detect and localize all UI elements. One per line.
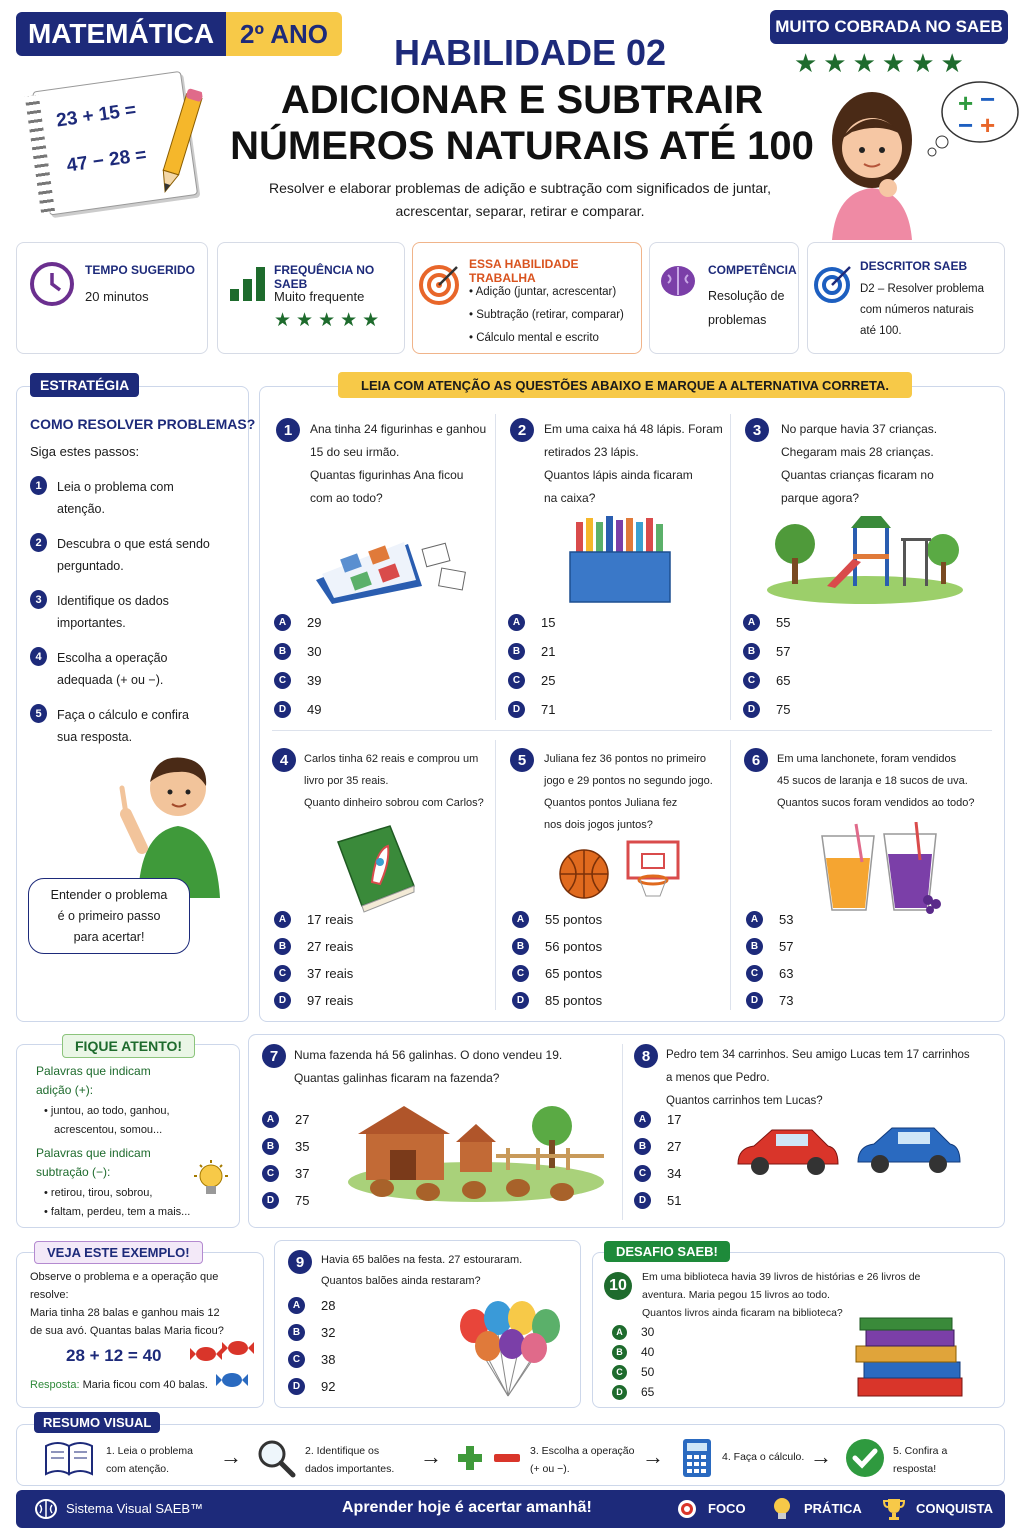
footer-brand: Sistema Visual SAEB™	[66, 1501, 204, 1516]
saeb-badge-label: MUITO COBRADA NO SAEB	[775, 17, 1003, 36]
option-c[interactable]: C 37 reais	[274, 960, 353, 987]
example-equation: 28 + 12 = 40	[66, 1346, 162, 1365]
footer-achievement: CONQUISTA	[916, 1501, 994, 1516]
brain-icon	[658, 261, 698, 301]
girl-thinking-illustration	[812, 70, 1022, 240]
option-d[interactable]: D 49	[274, 695, 321, 724]
option-d[interactable]: D 85 pontos	[512, 987, 602, 1014]
option-c[interactable]: C 63	[746, 960, 793, 987]
toy-cars-illustration	[734, 1118, 964, 1184]
question-options	[743, 608, 790, 724]
metric-frequency	[217, 242, 405, 354]
question-text: Carlos tinha 62 reais e comprou um livro por 35 reais. Quanto dinheiro sobrou com Carlos?	[304, 753, 484, 809]
question-10	[604, 1268, 1000, 1404]
strategy-step: 2 Descubra o que está sendo perguntado.	[30, 533, 245, 590]
option-c[interactable]: C 39	[274, 666, 321, 695]
strategy-step: 4 Escolha a operação adequada (+ ou −).	[30, 647, 245, 704]
question-text: Em uma biblioteca havia 39 livros de histórias e 26 livros de aventura. Maria pegou 15 livros ao todo. Quantos livros ainda ficaram na biblioteca?	[642, 1271, 921, 1319]
subject-label: MATEMÁTICA	[27, 18, 215, 49]
footer-practice: PRÁTICA	[804, 1501, 862, 1516]
subtitle-line-2: acrescentar, separar, retirar e comparar.	[395, 203, 645, 219]
metric-works-list	[469, 281, 624, 350]
badge-stars: ★★★★★★	[794, 48, 970, 78]
metric-competence-value-1: Resolução de	[708, 289, 785, 303]
metric-time-value: 20 minutos	[85, 289, 149, 304]
option-b[interactable]: B 30	[274, 637, 321, 666]
option-d[interactable]: D 75	[262, 1187, 309, 1214]
bubble-line: Entender o problema	[50, 888, 168, 902]
bullseye-icon	[814, 263, 854, 303]
option-c[interactable]: C 50	[612, 1362, 654, 1382]
clock-icon	[29, 261, 75, 307]
metric-frequency-stars: ★★★★★	[274, 310, 385, 331]
option-d[interactable]: D 73	[746, 987, 793, 1014]
juice-glasses-illustration	[816, 822, 946, 914]
footer-bar	[16, 1490, 1005, 1528]
sticker-album-illustration	[312, 516, 472, 606]
option-d[interactable]: D 75	[743, 695, 790, 724]
example-content	[30, 1268, 258, 1340]
strategy-step: 1 Leia o problema com atenção.	[30, 476, 245, 533]
metric-time-title: TEMPO SUGERIDO	[85, 263, 196, 277]
option-c[interactable]: C 38	[288, 1346, 335, 1373]
boy-pointing-illustration	[108, 748, 238, 898]
question-number: 7	[262, 1044, 286, 1068]
summary-step-1: 1. Leia o problema com atenção.	[106, 1445, 193, 1475]
option-a[interactable]: A 29	[274, 608, 321, 637]
metric-works-item: • Subtração (retirar, comparar)	[469, 309, 624, 321]
question-7	[262, 1044, 612, 1220]
option-b[interactable]: B 27 reais	[274, 933, 353, 960]
question-text: No parque havia 37 crianças. Chegaram mais 28 crianças. Quantas crianças ficaram no parque agora?	[781, 422, 938, 505]
question-1	[276, 418, 486, 718]
metric-works-item: • Cálculo mental e escrito	[469, 332, 599, 344]
option-a[interactable]: A 55 pontos	[512, 906, 602, 933]
option-a[interactable]: A 15	[508, 608, 555, 637]
option-d[interactable]: D 97 reais	[274, 987, 353, 1014]
metric-descriptor	[807, 242, 1005, 354]
option-c[interactable]: C 25	[508, 666, 555, 695]
example-line: Maria tinha 28 balas e ganhou mais 12	[30, 1307, 220, 1319]
plus-minus-icon	[456, 1444, 522, 1472]
question-number: 3	[745, 418, 769, 442]
balloons-illustration	[454, 1296, 562, 1400]
farm-illustration	[346, 1096, 606, 1206]
playground-illustration	[765, 514, 965, 604]
grade-label: 2º ANO	[240, 18, 328, 49]
svg-text:+: +	[958, 88, 974, 118]
target-footer-icon	[676, 1498, 698, 1520]
summary-step-4: 4. Faça o cálculo.	[722, 1451, 805, 1463]
question-number: 6	[744, 748, 768, 772]
question-options	[612, 1322, 654, 1402]
strategy-step: 3 Identifique os dados importantes.	[30, 590, 245, 647]
summary-step-2: 2. Identifique os dados importantes.	[305, 1445, 395, 1475]
metric-descriptor-value-3: até 100.	[860, 325, 902, 337]
option-b[interactable]: B 57	[743, 637, 790, 666]
option-b[interactable]: B 21	[508, 637, 555, 666]
skill-label: HABILIDADE 02	[393, 32, 667, 73]
example-tag: VEJA ESTE EXEMPLO!	[34, 1241, 203, 1264]
question-number: 8	[634, 1044, 658, 1068]
question-number: 2	[510, 418, 534, 442]
question-options	[262, 1106, 309, 1214]
question-number: 9	[288, 1250, 312, 1274]
open-book-icon	[44, 1440, 94, 1476]
example-answer-label: Resposta:	[30, 1379, 80, 1391]
question-text: Juliana fez 36 pontos no primeiro jogo e 29 pontos no segundo jogo. Quantos pontos Juliana fez nos dois jogos juntos?	[544, 753, 713, 831]
svg-text:−: −	[958, 110, 974, 140]
question-options	[512, 906, 602, 1014]
bubble-line: é o primeiro passo	[57, 909, 161, 923]
footer-motto: Aprender hoje é acertar amanhã!	[342, 1499, 592, 1516]
question-text: Numa fazenda há 56 galinhas. O dono vendeu 19. Quantas galinhas ficaram na fazenda?	[294, 1048, 563, 1085]
attention-sub-words: • retirou, tirou, sobrou, • faltam, perdeu, tem a mais...	[44, 1187, 191, 1218]
notebook-eq-2: 47 − 28 =	[65, 144, 148, 177]
calculator-icon	[682, 1438, 712, 1478]
option-a[interactable]: A 27	[262, 1106, 309, 1133]
basketball-illustration	[556, 840, 696, 902]
question-number: 10	[604, 1272, 632, 1300]
summary-tag: RESUMO VISUAL	[34, 1412, 160, 1433]
question-text: Havia 65 balões na festa. 27 estouraram. Quantos balões ainda restaram?	[321, 1254, 523, 1287]
strategy-step: 5 Faça o cálculo e confira sua resposta.	[30, 704, 245, 761]
arrow-right-icon: →	[220, 1444, 242, 1469]
lightbulb-footer-icon	[772, 1496, 792, 1522]
option-a[interactable]: A 17	[634, 1106, 681, 1133]
metric-descriptor-value-1: D2 – Resolver problema	[860, 283, 985, 295]
question-options	[508, 608, 555, 724]
metric-frequency-title: FREQUÊNCIA NO SAEB	[274, 263, 375, 291]
lightbulb-icon	[194, 1160, 228, 1202]
example-line: de sua avó. Quantas balas Maria ficou?	[30, 1325, 224, 1337]
page-title-line-1: ADICIONAR E SUBTRAIR	[280, 78, 764, 122]
target-icon	[419, 263, 461, 305]
summary-step-5: 5. Confira a resposta!	[893, 1445, 948, 1475]
question-3	[745, 418, 995, 718]
svg-text:+: +	[980, 110, 996, 140]
bar-chart-icon	[228, 263, 268, 303]
option-a[interactable]: A 17 reais	[274, 906, 353, 933]
arrow-right-icon: →	[420, 1444, 442, 1469]
question-number: 5	[510, 748, 534, 772]
option-a[interactable]: A 30	[612, 1322, 654, 1342]
option-c[interactable]: C 65	[743, 666, 790, 695]
notebook-eq-1: 23 + 15 =	[55, 99, 138, 132]
option-b[interactable]: B 56 pontos	[512, 933, 602, 960]
question-number: 1	[276, 418, 300, 442]
question-options	[274, 906, 353, 1014]
question-8	[634, 1044, 1000, 1220]
page-title-line-2: NÚMEROS NATURAIS ATÉ 100	[230, 124, 814, 168]
option-b[interactable]: B 27	[634, 1133, 681, 1160]
trophy-icon	[882, 1497, 906, 1521]
question-text: Em uma caixa há 48 lápis. Foram retirados 23 lápis. Quantos lápis ainda ficaram na caixa?	[544, 422, 723, 505]
question-text: Pedro tem 34 carrinhos. Seu amigo Lucas tem 17 carrinhos a menos que Pedro. Quantos carrinhos tem Lucas?	[666, 1049, 970, 1107]
magnifier-icon	[256, 1438, 296, 1478]
subtitle-line-1: Resolver e elaborar problemas de adição e subtração com significados de juntar,	[269, 180, 771, 196]
example-line: Observe o problema e a operação que resolve:	[30, 1271, 219, 1301]
strategy-tag: ESTRATÉGIA	[30, 373, 139, 397]
summary-step-3: 3. Escolha a operação (+ ou −).	[530, 1445, 635, 1475]
instruction-banner	[338, 372, 912, 398]
option-d[interactable]: D 92	[288, 1373, 335, 1400]
question-6	[744, 748, 1000, 1013]
strategy-steps	[30, 476, 245, 761]
option-b[interactable]: B 32	[288, 1319, 335, 1346]
strategy-speech-bubble	[28, 878, 190, 954]
option-d[interactable]: D 65	[612, 1382, 654, 1402]
question-number: 4	[272, 748, 296, 772]
footer-focus: FOCO	[708, 1501, 746, 1516]
metric-works	[412, 242, 642, 354]
metric-competence	[649, 242, 799, 354]
example-answer-text: Maria ficou com 40 balas.	[82, 1379, 208, 1391]
brain-logo-icon	[34, 1498, 58, 1520]
arrow-right-icon: →	[810, 1444, 832, 1469]
question-9	[288, 1250, 578, 1406]
metric-time	[16, 242, 208, 354]
option-b[interactable]: B 40	[612, 1342, 654, 1362]
attention-add-words: • juntou, ao todo, ganhou, acrescentou, somou...	[44, 1105, 170, 1136]
question-text: Ana tinha 24 figurinhas e ganhou 15 do seu irmão. Quantas figurinhas Ana ficou com ao todo?	[310, 422, 487, 505]
attention-sub-title: Palavras que indicam subtração (−):	[36, 1146, 151, 1179]
question-text: Em uma lanchonete, foram vendidos 45 sucos de laranja e 18 sucos de uva. Quantos sucos foram vendidos ao todo?	[777, 753, 975, 809]
question-options	[288, 1292, 335, 1400]
stacked-books-illustration	[850, 1316, 970, 1398]
metric-frequency-value: Muito frequente	[274, 289, 365, 304]
metric-works-title: ESSA HABILIDADE TRABALHA	[469, 257, 579, 285]
arrow-right-icon: →	[642, 1444, 664, 1469]
strategy-heading: COMO RESOLVER PROBLEMAS?	[30, 416, 256, 432]
option-d[interactable]: D 71	[508, 695, 555, 724]
metric-descriptor-title: DESCRITOR SAEB	[860, 259, 968, 273]
option-c[interactable]: C 37	[262, 1160, 309, 1187]
question-5	[510, 748, 726, 1013]
challenge-tag: DESAFIO SAEB!	[604, 1241, 730, 1262]
option-a[interactable]: A 53	[746, 906, 793, 933]
option-a[interactable]: A 28	[288, 1292, 335, 1319]
check-icon	[845, 1438, 885, 1478]
metric-works-item: • Adição (juntar, acrescentar)	[469, 286, 617, 298]
question-options	[746, 906, 793, 1014]
option-b[interactable]: B 35	[262, 1133, 309, 1160]
option-c[interactable]: C 65 pontos	[512, 960, 602, 987]
book-illustration	[328, 822, 418, 914]
strategy-intro: Siga estes passos:	[30, 444, 140, 459]
option-c[interactable]: C 34	[634, 1160, 681, 1187]
pencil-box-illustration	[564, 516, 684, 606]
option-d[interactable]: D 51	[634, 1187, 681, 1214]
attention-add-title: Palavras que indicam adição (+):	[36, 1064, 151, 1097]
question-2	[510, 418, 723, 718]
attention-tag: FIQUE ATENTO!	[62, 1034, 195, 1058]
metric-competence-value-2: problemas	[708, 313, 767, 327]
svg-text:−: −	[980, 84, 996, 114]
metric-competence-title: COMPETÊNCIA	[708, 263, 797, 277]
question-options	[634, 1106, 681, 1214]
example-answer	[30, 1379, 208, 1391]
bubble-line: para acertar!	[73, 930, 145, 944]
question-options	[274, 608, 321, 724]
option-b[interactable]: B 57	[746, 933, 793, 960]
metric-descriptor-value-2: com números naturais	[860, 304, 974, 316]
instruction-text: LEIA COM ATENÇÃO AS QUESTÕES ABAIXO E MARQUE A ALTERNATIVA CORRETA.	[361, 377, 889, 393]
question-4	[272, 748, 488, 1013]
option-a[interactable]: A 55	[743, 608, 790, 637]
